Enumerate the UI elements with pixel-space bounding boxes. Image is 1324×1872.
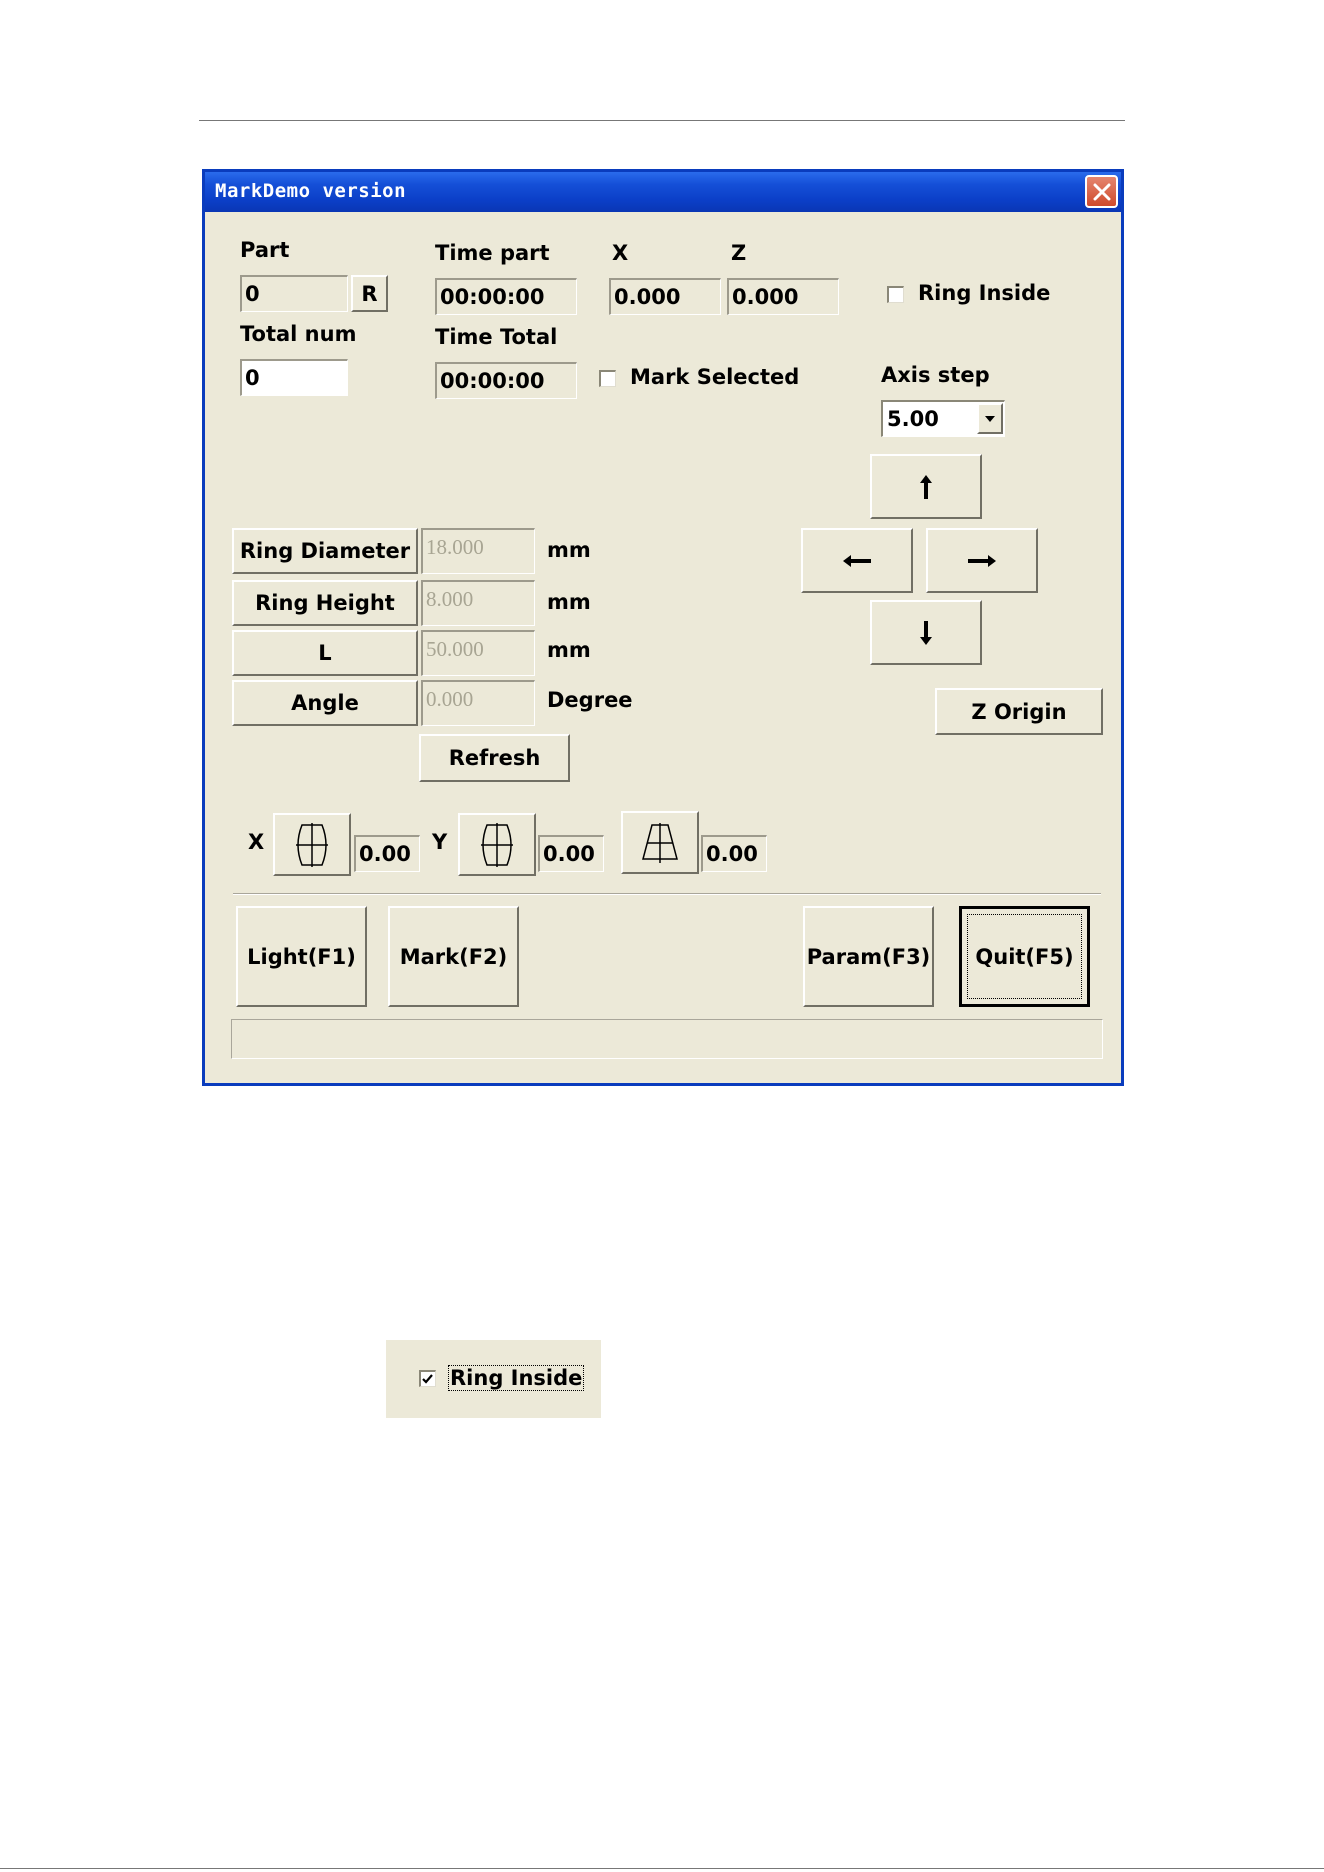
ring-inside-checkbox[interactable]: [887, 286, 904, 303]
part-label: Part: [240, 238, 290, 262]
x-offset-label: X: [248, 830, 265, 854]
ring-height-button[interactable]: Ring Height: [232, 580, 418, 626]
ring-inside-label[interactable]: Ring Inside: [918, 281, 1051, 305]
time-part-label: Time part: [435, 241, 550, 265]
time-part-field: 00:00:00: [435, 278, 577, 315]
move-left-button[interactable]: [801, 528, 913, 593]
angle-button[interactable]: Angle: [232, 680, 418, 726]
z-origin-button[interactable]: Z Origin: [935, 688, 1103, 735]
reset-part-button[interactable]: R: [351, 275, 388, 312]
x-coord-label: X: [612, 241, 629, 265]
angle-unit: Degree: [547, 688, 633, 712]
close-icon: [1093, 183, 1111, 201]
window-title: MarkDemo version: [215, 180, 407, 202]
axis-step-value: 5.00: [887, 407, 939, 431]
y-offset-button[interactable]: [458, 813, 536, 876]
ring-diameter-button[interactable]: Ring Diameter: [232, 528, 418, 574]
param-button[interactable]: Param(F3): [803, 906, 934, 1007]
ring-y-axis-icon: [474, 821, 520, 869]
status-bar: [231, 1019, 1103, 1059]
z-coord-label: Z: [731, 241, 747, 265]
x-coord-field: 0.000: [609, 278, 721, 315]
ring-x-axis-icon: [289, 821, 335, 869]
total-num-label: Total num: [240, 322, 357, 346]
arrow-down-icon: [916, 618, 936, 648]
ring-diameter-unit: mm: [547, 538, 591, 562]
axis-step-select[interactable]: [881, 400, 1005, 437]
light-button[interactable]: Light(F1): [236, 906, 367, 1007]
ring-inside-checked-snippet: [386, 1340, 601, 1418]
dropdown-arrow-button[interactable]: [977, 403, 1003, 434]
part-field[interactable]: 0: [240, 275, 348, 312]
move-right-button[interactable]: [926, 528, 1038, 593]
move-down-button[interactable]: [870, 600, 982, 665]
x-offset-button[interactable]: [273, 813, 351, 876]
mark-button[interactable]: Mark(F2): [388, 906, 519, 1007]
arrow-left-icon: [840, 551, 874, 571]
page-header-rule: [199, 120, 1125, 121]
ring-height-field: 8.000: [421, 580, 535, 626]
angle-field: 0.000: [421, 680, 535, 726]
refresh-button[interactable]: Refresh: [419, 734, 570, 782]
taper-icon: [637, 821, 683, 865]
page-footer-rule: [0, 1868, 1324, 1869]
taper-field[interactable]: 0.00: [701, 835, 767, 872]
y-offset-field[interactable]: 0.00: [538, 835, 604, 872]
x-offset-field[interactable]: 0.00: [354, 835, 420, 872]
l-unit: mm: [547, 638, 591, 662]
total-num-field[interactable]: 0: [240, 359, 348, 396]
footer-separator: [233, 893, 1101, 895]
time-total-label: Time Total: [435, 325, 558, 349]
checkmark-icon: [421, 1372, 435, 1386]
quit-button-label: Quit(F5): [975, 944, 1074, 969]
l-field: 50.000: [421, 630, 535, 676]
markdemo-window: [202, 169, 1124, 1086]
l-button[interactable]: L: [232, 630, 418, 676]
move-up-button[interactable]: [870, 454, 982, 519]
close-button[interactable]: [1085, 175, 1118, 208]
arrow-right-icon: [965, 551, 999, 571]
chevron-down-icon: [979, 405, 1001, 432]
ring-diameter-field: 18.000: [421, 528, 535, 574]
z-coord-field: 0.000: [727, 278, 839, 315]
arrow-up-icon: [916, 472, 936, 502]
mark-selected-label[interactable]: Mark Selected: [630, 365, 800, 389]
mark-selected-checkbox[interactable]: [599, 370, 616, 387]
ring-inside-checked-label[interactable]: Ring Inside: [450, 1366, 583, 1390]
ring-height-unit: mm: [547, 590, 591, 614]
taper-button[interactable]: [621, 811, 699, 874]
axis-step-label: Axis step: [881, 363, 990, 387]
focus-ring: [967, 914, 1082, 999]
quit-button[interactable]: [959, 906, 1090, 1007]
y-offset-label: Y: [432, 830, 448, 854]
title-bar[interactable]: [205, 172, 1121, 212]
ring-inside-checkbox-checked[interactable]: [419, 1370, 436, 1387]
time-total-field: 00:00:00: [435, 362, 577, 399]
